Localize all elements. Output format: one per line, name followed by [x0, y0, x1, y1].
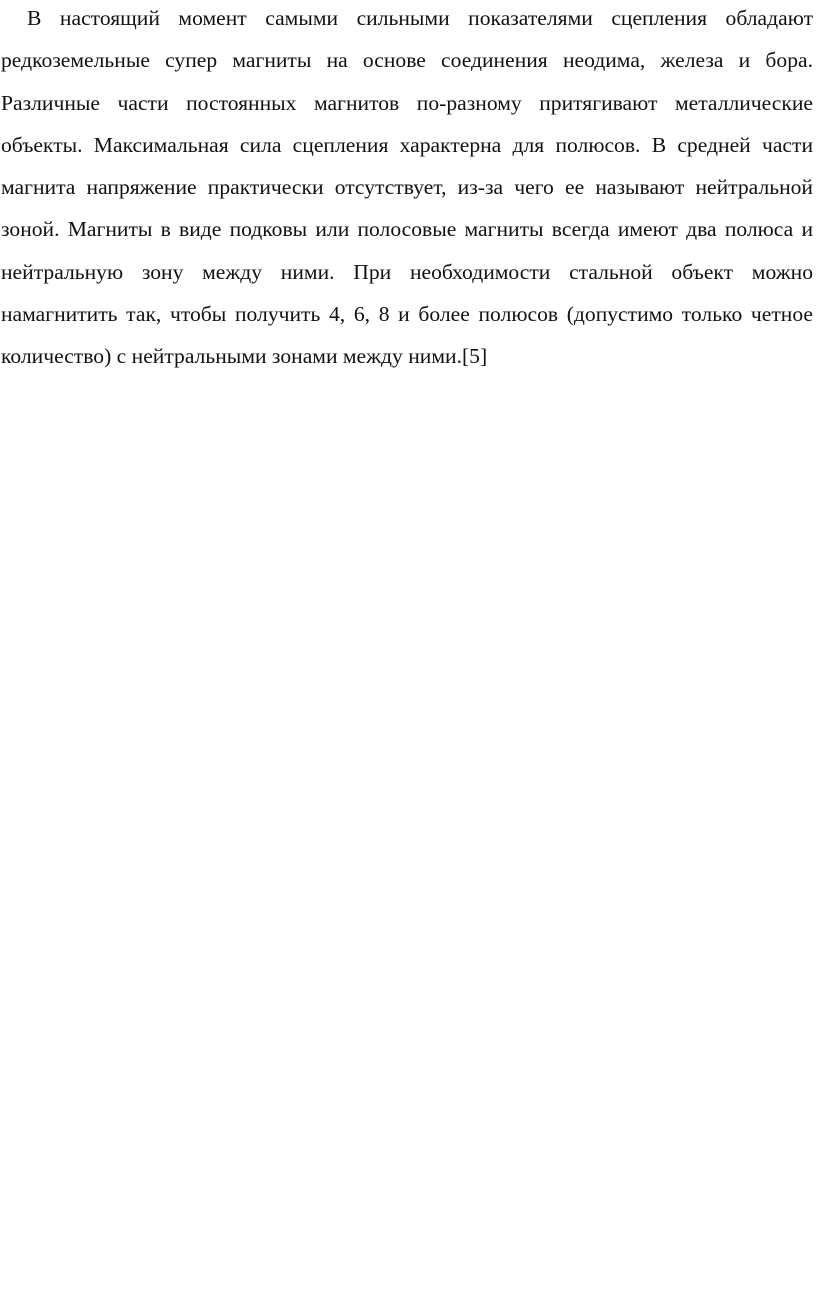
body-paragraph: В настоящий момент самыми сильными показателями сцепления обладают редкоземельные супер магниты на основе соединения неодима, железа и бора. Различные части постоянных магнитов по-разному притягивают металлические объекты. Максимальная сила сцепления характерна для полюсов. В средней части магнита напряжение практически отсутствует, из-за чего ее называют нейтральной зоной. Магниты в виде подковы или полосовые магниты всегда имеют два полюса и нейтральную зону между ними. При необходимости стальной объект можно намагнитить так, чтобы получить 4, 6, 8 и более полюсов (допустимо только четное количество) с нейтральными зонами между ними.[5] [1, 6, 813, 369]
